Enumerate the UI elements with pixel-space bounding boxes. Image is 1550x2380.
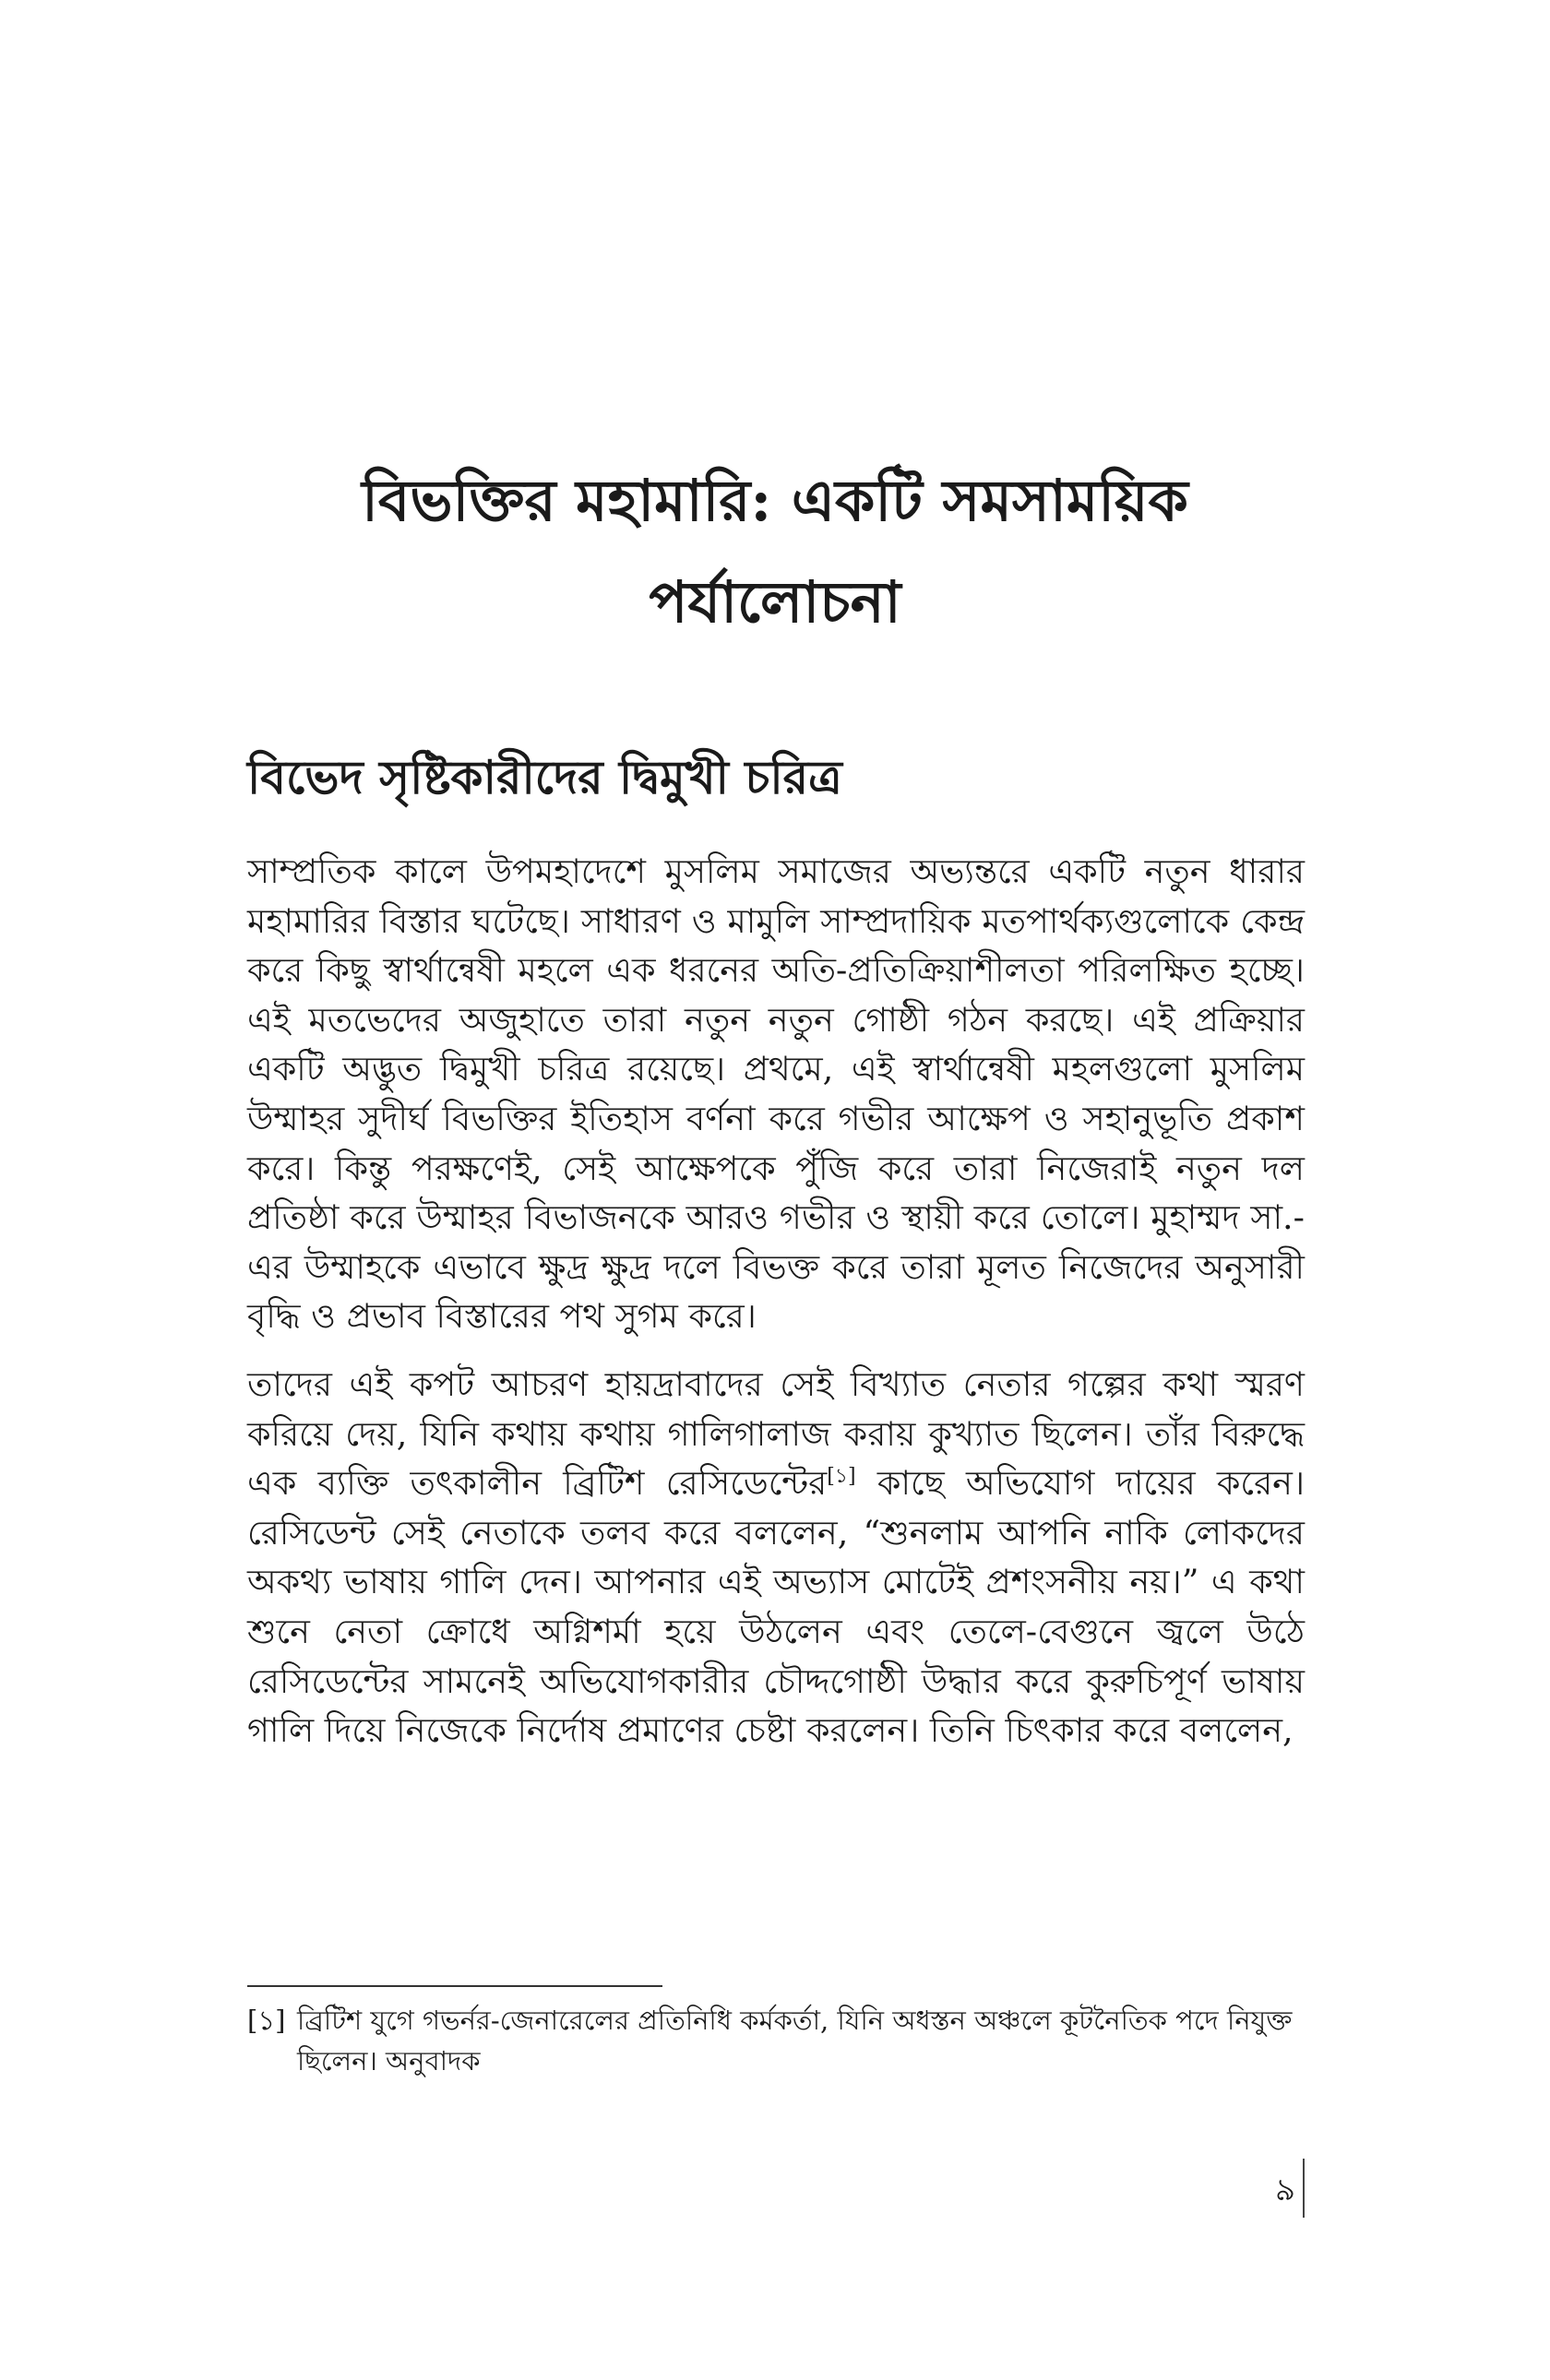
section-heading: বিভেদ সৃষ্টিকারীদের দ্বিমুখী চরিত্র: [247, 750, 842, 804]
paragraph-2: [247, 1360, 1305, 1755]
paragraph-1: সাম্প্রতিক কালে উপমহাদেশে মুসলিম সমাজের অভ্যন্তরে একটি নতুন ধারার মহামারির বিস্তার ঘটেছে। সাধারণ ও মামুলি সাম্প্রদায়িক মতপার্থক্যগুলোকে কেন্দ্র করে কিছু স্বার্থান্বেষী মহলে এক ধরনের অতি-প্রতিক্রিয়াশীলতা পরিলক্ষিত হচ্ছে। এই মতভেদের অজুহাতে তারা নতুন নতুন গোষ্ঠী গঠন করছে। এই প্রক্রিয়ার একটি অদ্ভুত দ্বিমুখী চরিত্র রয়েছে। প্রথমে, এই স্বার্থান্বেষী মহলগুলো মুসলিম উম্মাহর সুদীর্ঘ বিভক্তির ইতিহাস বর্ণনা করে গভীর আক্ষেপ ও সহানুভূতি প্রকাশ করে। কিন্তু পরক্ষণেই, সেই আক্ষেপকে পুঁজি করে তারা নিজেরাই নতুন দল প্রতিষ্ঠা করে উম্মাহর বিভাজনকে আরও গভীর ও স্থায়ী করে তোলে। মুহাম্মদ সা.-এর উম্মাহকে এভাবে ক্ষুদ্র ক্ষুদ্র দলে বিভক্ত করে তারা মূলত নিজেদের অনুসারী বৃদ্ধি ও প্রভাব বিস্তারের পথ সুগম করে।: [247, 851, 1305, 1337]
footnote: [247, 2000, 1305, 2081]
page-number: ৯: [1274, 2172, 1295, 2208]
body-text: [247, 847, 1305, 1755]
paragraph-2-text-before-ref: তাদের এই কপট আচরণ হায়দ্রাবাদের সেই বিখ্যাত নেতার গল্পের কথা স্মরণ করিয়ে দেয়, যিনি কথায় কথায় গালিগালাজ করায় কুখ্যাত ছিলেন। তাঁর বিরুদ্ধে এক ব্যক্তি তৎকালীন ব্রিটিশ রেসিডেন্টের: [247, 1363, 1305, 1504]
chapter-title-line-1: বিভক্তির মহামারি: একটি সমসাময়িক: [362, 467, 1188, 534]
footnote-divider: [247, 1985, 662, 1987]
chapter-title: [249, 450, 1301, 653]
paragraph-2-text-after-ref: কাছে অভিযোগ দায়ের করেন। রেসিডেন্ট সেই নেতাকে তলব করে বললেন, “শুনলাম আপনি নাকি লোকদের অকথ্য ভাষায় গালি দেন। আপনার এই অভ্যাস মোটেই প্রশংসনীয় নয়।” এ কথা শুনে নেতা ক্রোধে অগ্নিশর্মা হয়ে উঠলেন এবং তেলে-বেগুনে জ্বলে উঠে রেসিডেন্টের সামনেই অভিযোগকারীর চৌদ্দগোষ্ঠী উদ্ধার করে কুরুচিপূর্ণ ভাষায় গালি দিয়ে নিজেকে নির্দোষ প্রমাণের চেষ্টা করলেন। তিনি চিৎকার করে বললেন,: [247, 1463, 1305, 1751]
footnote-text: ব্রিটিশ যুগে গভর্নর-জেনারেলের প্রতিনিধি কর্মকর্তা, যিনি অধস্তন অঞ্চলে কূটনৈতিক পদে নিযুক্ত ছিলেন। অনুবাদক: [297, 2005, 1293, 2077]
footnote-reference[interactable]: [১]: [827, 1464, 856, 1488]
footnote-number: [১]: [247, 2005, 286, 2036]
chapter-title-line-2: পর্যালোচনা: [649, 568, 901, 636]
page-number-divider: [1303, 2159, 1305, 2218]
